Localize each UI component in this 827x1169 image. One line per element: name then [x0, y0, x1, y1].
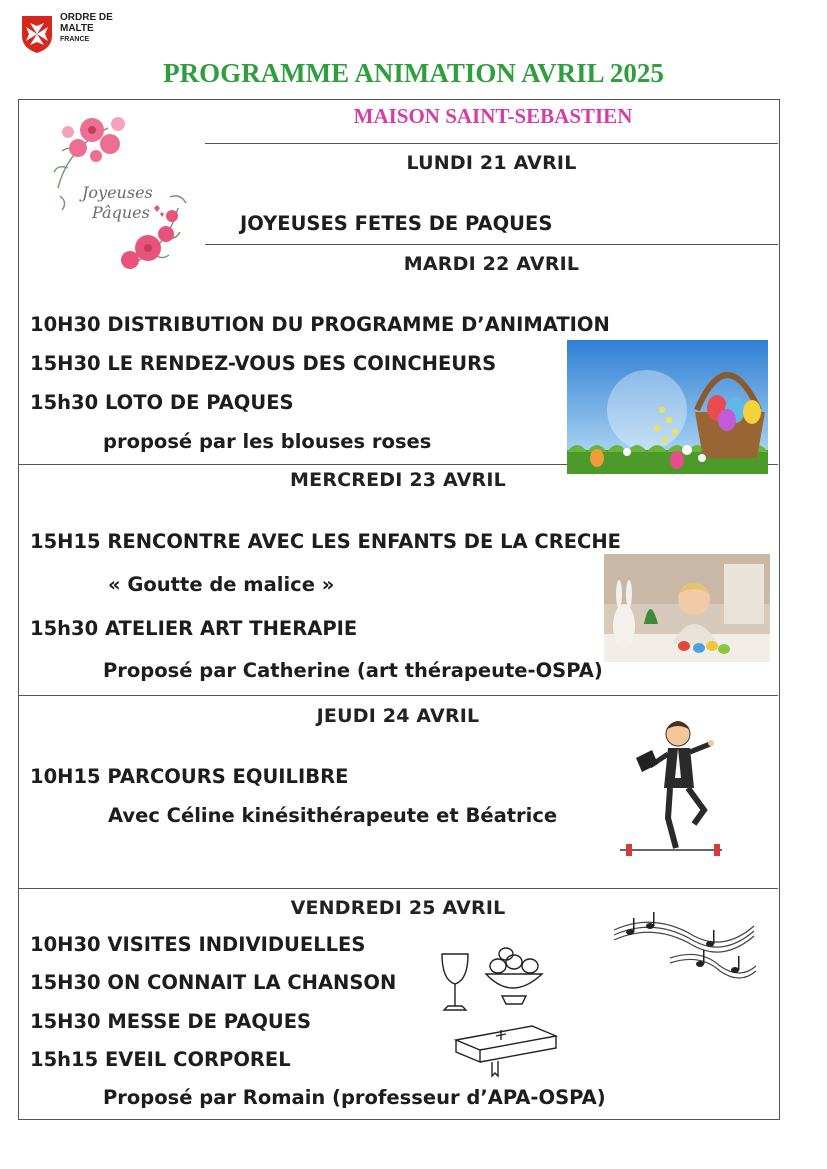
flower-wreath-icon: [48, 108, 194, 278]
tuesday-item: proposé par les blouses roses: [103, 430, 432, 453]
divider: [18, 888, 778, 889]
easter-basket-photo: [567, 340, 768, 474]
chalice-bible-icon: [436, 944, 558, 1080]
music-notes-icon: [610, 908, 760, 980]
thursday-item: 10H15 PARCOURS EQUILIBRE: [30, 765, 349, 788]
wednesday-item: « Goutte de malice »: [108, 573, 335, 596]
music-notes-illustration: [610, 908, 760, 980]
card-text-2: Pâques: [92, 203, 150, 222]
day-heading-wednesday: MERCREDI 23 AVRIL: [290, 469, 506, 491]
ordre-de-malte-logo: [20, 6, 130, 56]
house-name: MAISON SAINT-SEBASTIEN: [353, 104, 633, 128]
tuesday-item: 10H30 DISTRIBUTION DU PROGRAMME D’ANIMATION: [30, 313, 610, 336]
day-heading-tuesday: MARDI 22 AVRIL: [403, 253, 580, 275]
wednesday-item: 15h30 ATELIER ART THERAPIE: [30, 617, 358, 640]
friday-item: 15H30 ON CONNAIT LA CHANSON: [30, 971, 397, 994]
wednesday-item: Proposé par Catherine (art thérapeute-OSPA): [103, 659, 603, 682]
joyeuses-paques-card: [48, 108, 194, 278]
day-heading-monday: LUNDI 21 AVRIL: [406, 152, 577, 174]
day-heading-thursday: JEUDI 24 AVRIL: [316, 705, 480, 727]
monday-item: JOYEUSES FETES DE PAQUES: [240, 212, 553, 235]
tightrope-walker-icon: [610, 712, 730, 864]
easter-eggs-basket-icon: [567, 340, 768, 474]
friday-item: 10H30 VISITES INDIVIDUELLES: [30, 933, 366, 956]
chalice-eggs-bible-illustration: [436, 944, 558, 1080]
tightrope-walker-illustration: [610, 712, 730, 864]
tuesday-item: 15H30 LE RENDEZ-VOUS DES COINCHEURS: [30, 352, 497, 375]
thursday-item: Avec Céline kinésithérapeute et Béatrice: [108, 804, 558, 827]
divider: [205, 244, 778, 245]
friday-item: 15H30 MESSE DE PAQUES: [30, 1010, 312, 1033]
divider: [205, 143, 778, 144]
friday-item: Proposé par Romain (professeur d’APA-OSPA): [103, 1086, 606, 1109]
org-country: FRANCE: [60, 36, 90, 43]
org-name: ORDRE DE MALTE: [60, 12, 113, 34]
maltese-cross-icon: [20, 14, 54, 54]
page-title: PROGRAMME ANIMATION AVRIL 2025: [163, 58, 664, 88]
tuesday-item: 15h30 LOTO DE PAQUES: [30, 391, 294, 414]
card-text-1: Joyeuses: [82, 183, 153, 202]
child-bunny-icon: [604, 554, 770, 662]
day-heading-friday: VENDREDI 25 AVRIL: [290, 897, 506, 919]
friday-item: 15h15 EVEIL CORPOREL: [30, 1048, 291, 1071]
child-with-bunny-photo: [604, 554, 770, 662]
divider: [18, 695, 778, 696]
wednesday-item: 15H15 RENCONTRE AVEC LES ENFANTS DE LA CRECHE: [30, 530, 621, 553]
